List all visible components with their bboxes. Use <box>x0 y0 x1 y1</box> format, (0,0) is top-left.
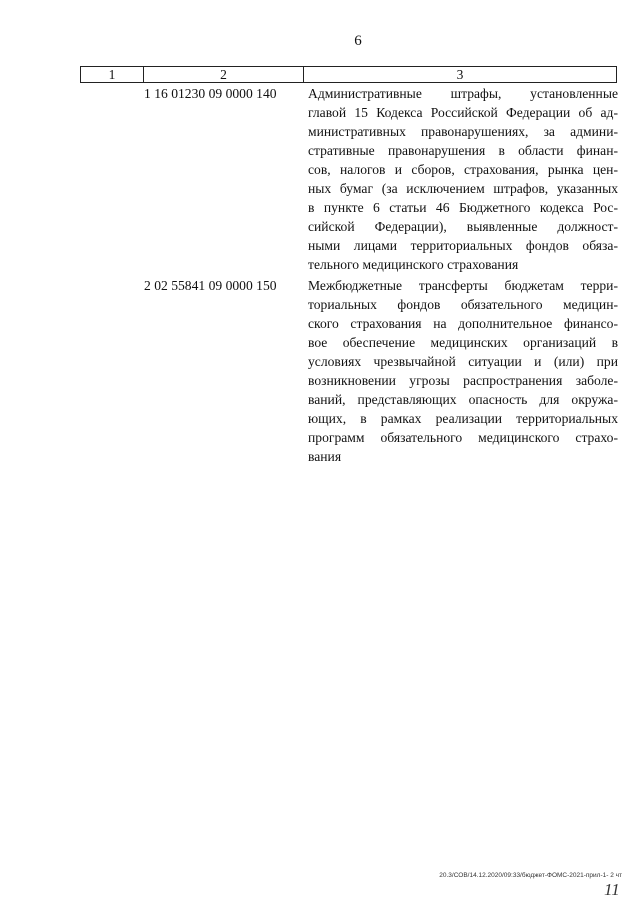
description-line: сов, налогов и сборов, страхования, рынка цен- <box>308 162 618 177</box>
handwritten-page-mark: 11 <box>604 880 620 899</box>
description-line: министративных правонарушениях, за админи- <box>308 124 618 139</box>
description-line: ными лицами территориальных фондов обяза- <box>308 238 618 253</box>
description-line: сийской Федерации), выявленные должност- <box>308 219 618 234</box>
column-header-1: 1 <box>81 67 144 83</box>
entry-description <box>308 84 618 274</box>
description-line: возникновении угрозы распространения заболе- <box>308 373 618 388</box>
description-line: ющих, в рамках реализации территориальных <box>308 411 618 426</box>
column-header-3: 3 <box>304 67 617 83</box>
description-line: программ обязательного медицинского страхо- <box>308 430 618 445</box>
description-line: главой 15 Кодекса Российской Федерации об ад- <box>308 105 618 120</box>
column-header-2: 2 <box>144 67 304 83</box>
page-number: 6 <box>354 33 362 49</box>
document-footer-reference: 20.3/СОВ/14.12.2020/09:33/бюджет-ФОМС-2021-прил-1- 2 чт <box>439 872 622 879</box>
description-line: ского страхования на дополнительное финансо- <box>308 316 618 331</box>
column-header-table <box>80 66 617 83</box>
budget-classification-code: 1 16 01230 09 0000 140 <box>144 86 277 101</box>
description-line: ториальных фондов обязательного медицин- <box>308 297 618 312</box>
description-line: стративные правонарушения в области финан- <box>308 143 618 158</box>
entry-description <box>308 276 618 466</box>
description-line: Межбюджетные трансферты бюджетам терри- <box>308 278 618 293</box>
description-line: Административные штрафы, установленные <box>308 86 618 101</box>
description-line: ваний, представляющих опасность для окружа- <box>308 392 618 407</box>
description-line: тельного медицинского страхования <box>308 257 519 272</box>
budget-classification-code: 2 02 55841 09 0000 150 <box>144 278 277 293</box>
description-line: вое обеспечение медицинских организаций в <box>308 335 618 350</box>
description-line: вания <box>308 449 342 464</box>
description-line: ных бумаг (за исключением штрафов, указанных <box>308 181 618 196</box>
description-line: условиях чрезвычайной ситуации и (или) при <box>308 354 618 369</box>
description-line: в пункте 6 статьи 46 Бюджетного кодекса Рос- <box>308 200 618 215</box>
